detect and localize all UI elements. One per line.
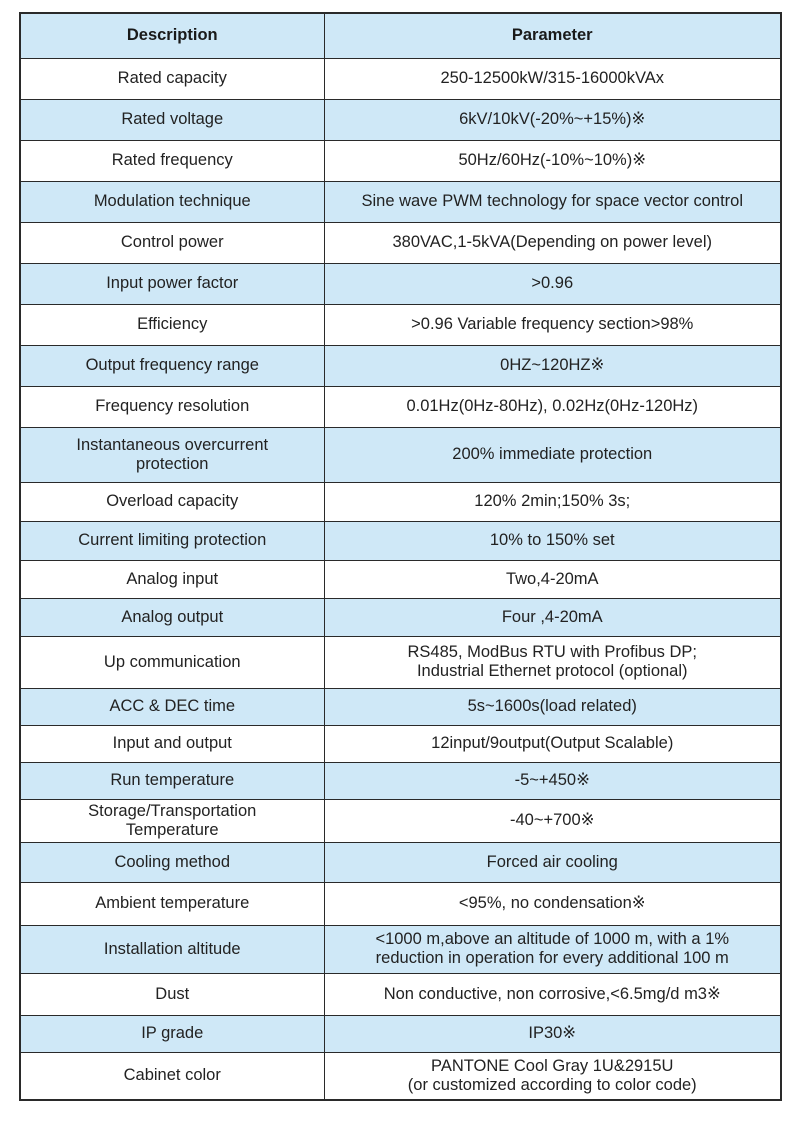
table-row — [20, 636, 781, 688]
table-row — [20, 725, 781, 762]
description-cell: Analog input — [20, 560, 324, 598]
table-row — [20, 762, 781, 799]
parameter-cell: 200% immediate protection — [324, 427, 781, 482]
parameter-cell: -40~+700※ — [324, 799, 781, 842]
description-cell: Run temperature — [20, 762, 324, 799]
parameter-cell: 50Hz/60Hz(-10%~10%)※ — [324, 140, 781, 181]
description-cell: Output frequency range — [20, 345, 324, 386]
parameter-cell: >0.96 — [324, 263, 781, 304]
parameter-cell: >0.96 Variable frequency section>98% — [324, 304, 781, 345]
column-header-description: Description — [20, 13, 324, 58]
parameter-cell: -5~+450※ — [324, 762, 781, 799]
description-cell: Rated voltage — [20, 99, 324, 140]
description-cell: Modulation technique — [20, 181, 324, 222]
parameter-cell: <1000 m,above an altitude of 1000 m, with a 1% reduction in operation for every additional 100 m — [324, 925, 781, 973]
description-cell: IP grade — [20, 1015, 324, 1052]
description-cell: Overload capacity — [20, 482, 324, 521]
parameter-cell: 12input/9output(Output Scalable) — [324, 725, 781, 762]
table-row — [20, 140, 781, 181]
parameter-cell: 0HZ~120HZ※ — [324, 345, 781, 386]
table-row — [20, 973, 781, 1015]
description-cell: Analog output — [20, 598, 324, 636]
description-cell: ACC & DEC time — [20, 688, 324, 725]
parameter-cell: IP30※ — [324, 1015, 781, 1052]
parameter-cell: Non conductive, non corrosive,<6.5mg/d m3※ — [324, 973, 781, 1015]
parameter-cell: Sine wave PWM technology for space vector control — [324, 181, 781, 222]
description-cell: Cabinet color — [20, 1052, 324, 1100]
description-cell: Frequency resolution — [20, 386, 324, 427]
parameter-cell: 120% 2min;150% 3s; — [324, 482, 781, 521]
description-cell: Installation altitude — [20, 925, 324, 973]
table-row — [20, 427, 781, 482]
table-row — [20, 882, 781, 925]
table-row — [20, 1052, 781, 1100]
parameter-cell: 5s~1600s(load related) — [324, 688, 781, 725]
parameter-cell: 0.01Hz(0Hz-80Hz), 0.02Hz(0Hz-120Hz) — [324, 386, 781, 427]
table-row — [20, 521, 781, 560]
table-row — [20, 1015, 781, 1052]
description-cell: Instantaneous overcurrent protection — [20, 427, 324, 482]
parameter-cell: 10% to 150% set — [324, 521, 781, 560]
parameter-cell: Forced air cooling — [324, 842, 781, 882]
parameter-cell: Four ,4-20mA — [324, 598, 781, 636]
table-row — [20, 598, 781, 636]
description-cell: Current limiting protection — [20, 521, 324, 560]
parameter-cell: Two,4-20mA — [324, 560, 781, 598]
parameter-cell: 380VAC,1-5kVA(Depending on power level) — [324, 222, 781, 263]
description-cell: Rated capacity — [20, 58, 324, 99]
description-cell: Cooling method — [20, 842, 324, 882]
table-row — [20, 799, 781, 842]
column-header-parameter: Parameter — [324, 13, 781, 58]
parameter-cell: PANTONE Cool Gray 1U&2915U (or customized according to color code) — [324, 1052, 781, 1100]
table-row — [20, 181, 781, 222]
specification-table — [19, 12, 782, 1101]
description-cell: Ambient temperature — [20, 882, 324, 925]
table-row — [20, 560, 781, 598]
table-row — [20, 482, 781, 521]
description-cell: Efficiency — [20, 304, 324, 345]
description-cell: Up communication — [20, 636, 324, 688]
parameter-cell: 250-12500kW/315-16000kVAx — [324, 58, 781, 99]
description-cell: Storage/Transportation Temperature — [20, 799, 324, 842]
table-row — [20, 58, 781, 99]
parameter-cell: RS485, ModBus RTU with Profibus DP; Industrial Ethernet protocol (optional) — [324, 636, 781, 688]
description-cell: Input and output — [20, 725, 324, 762]
table-header-row — [20, 13, 781, 58]
description-cell: Dust — [20, 973, 324, 1015]
table-row — [20, 99, 781, 140]
table-row — [20, 263, 781, 304]
table-row — [20, 842, 781, 882]
parameter-cell: 6kV/10kV(-20%~+15%)※ — [324, 99, 781, 140]
description-cell: Rated frequency — [20, 140, 324, 181]
table-row — [20, 304, 781, 345]
description-cell: Input power factor — [20, 263, 324, 304]
table-body — [20, 58, 781, 1100]
table-row — [20, 386, 781, 427]
table-row — [20, 925, 781, 973]
table-row — [20, 222, 781, 263]
description-cell: Control power — [20, 222, 324, 263]
table-row — [20, 688, 781, 725]
parameter-cell: <95%, no condensation※ — [324, 882, 781, 925]
table-row — [20, 345, 781, 386]
